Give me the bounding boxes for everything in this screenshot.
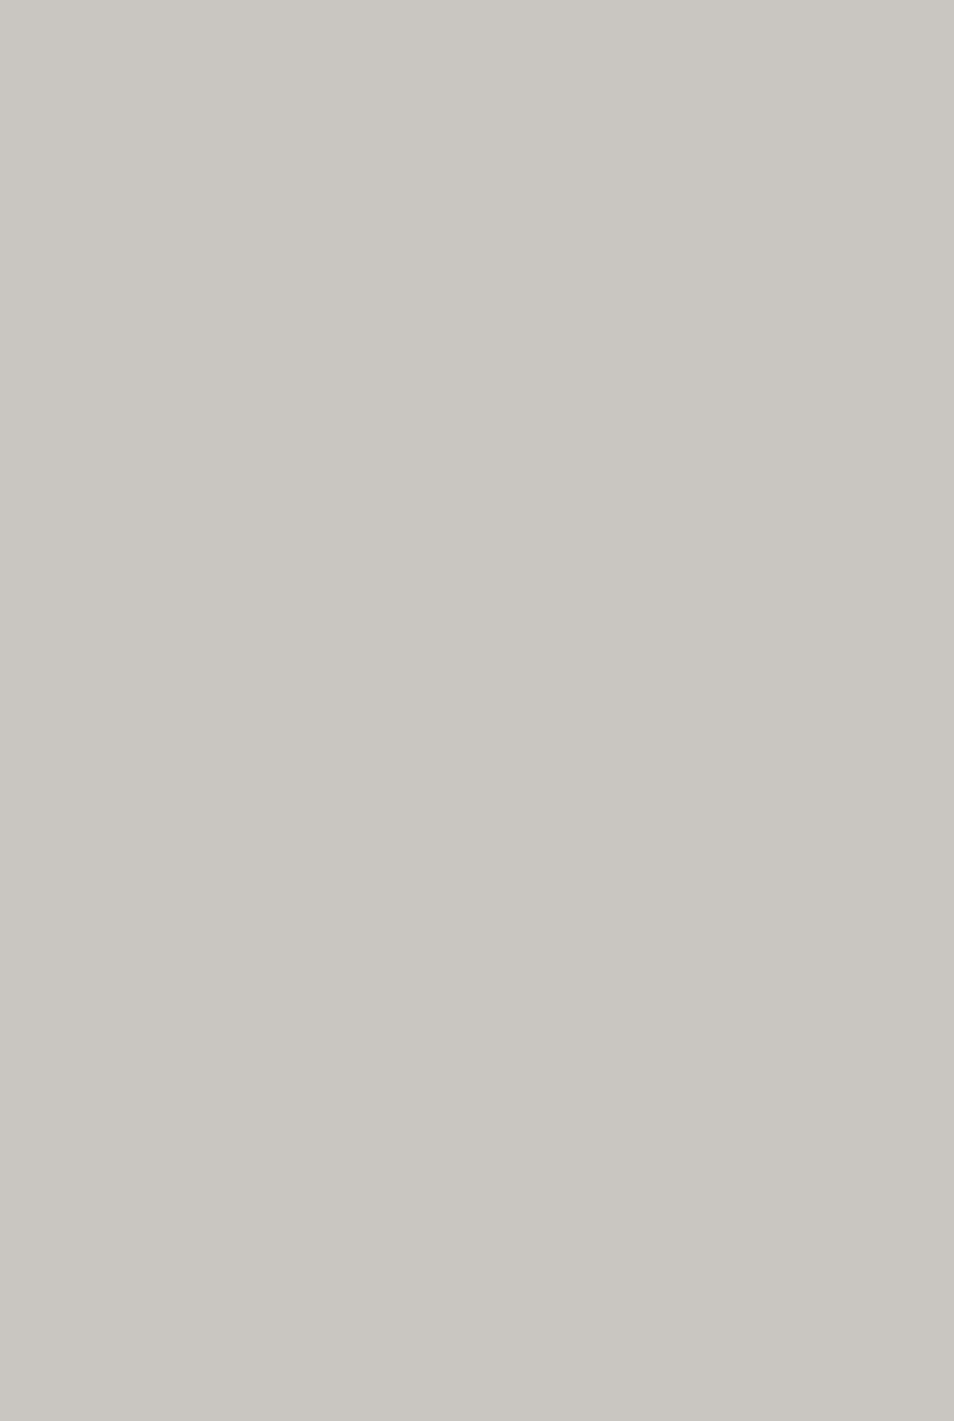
hymn-bass-staff-1 [0,596,954,676]
hymn-treble-staff-2 [0,702,954,782]
top-bass-staff [0,226,954,306]
top-treble-staff [0,78,954,158]
chorus-bass-staff-1 [0,1076,954,1156]
hymn-treble-staff-1 [0,446,954,526]
chorus-treble-staff-1 [0,956,954,1036]
hymn-bass-staff-2 [0,850,954,930]
chorus-treble-staff-2 [0,1180,954,1260]
chorus-bass-staff-2 [0,1298,954,1378]
